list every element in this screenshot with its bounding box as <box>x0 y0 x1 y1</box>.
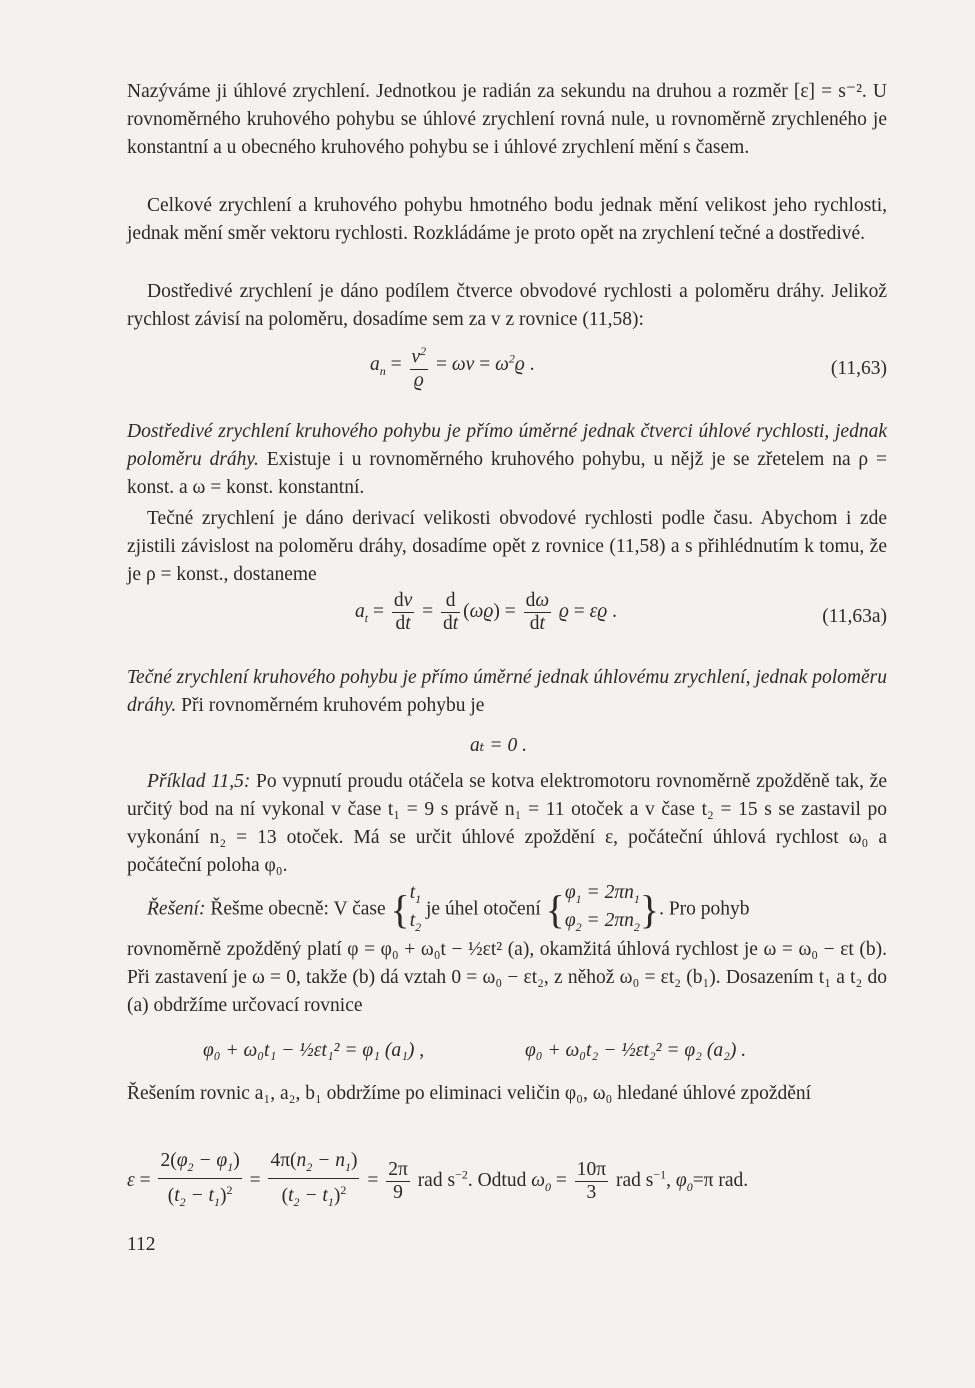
paragraph-6 <box>127 664 887 720</box>
paragraph-4 <box>127 418 887 502</box>
solution-text-b: je úhel otočení <box>426 898 541 920</box>
paragraph-6-italic: Tečné zrychlení kruhového pohybu je přímo úměrné jednak úhlovému zrychlení, jednak poloměru dráhy. <box>127 667 887 716</box>
solution-line: Řešení: Řešme obecně: V čase { $t_1$ $t_2$ je úhel otočení { $\varphi_1 = 2\pi n_1$ $\varphi_2 = 2\pi n_2$ }. Pro pohyb <box>147 882 750 934</box>
paragraph-1: Nazýváme ji úhlové zrychlení. Jednotkou je radián za sekundu na druhou a rozměr [ε] = s⁻². U rovnoměrného kruhového pohybu se úhlové zrychlení rovná nule, u rovnoměrně zrychleného je konstantní a u obecného kruhového pohybu se i úhlové zrychlení mění s časem. <box>127 81 887 158</box>
paragraph-9: Řešením rovnic a₁, a₂, b₁ obdržíme po eliminaci veličin φ₀, ω₀ hledané úhlové zpoždění <box>127 1083 812 1104</box>
solution-text-a: Řešme obecně: V čase <box>205 898 386 920</box>
paragraph-4-rest: Existuje i u rovnoměrného kruhového pohybu, u nějž je se zřetelem na ρ = konst. a ω = konst. konstantní. <box>127 449 888 498</box>
paragraph-3: Dostředivé zrychlení je dáno podílem čtverce obvodové rychlosti a poloměru dráhy. Jelikož rychlost závisí na poloměru, dosadíme sem za v z rovnice (11,58): <box>127 281 887 330</box>
equation-a1: φ₀ + ω₀t₁ − ½εt₁² = φ₁ (a₁) , <box>203 1040 425 1061</box>
equation-at-zero: aₜ = 0 . <box>470 735 527 756</box>
solution-text-c: . Pro pohyb <box>659 898 750 920</box>
paragraph-2: Celkové zrychlení a kruhového pohybu hmotného bodu jednak mění velikost jeho rychlosti, jednak mění směr vektoru rychlosti. Rozkládáme je proto opět na zrychlení tečné a dostředivé. <box>127 195 887 244</box>
solution-label: Řešení: <box>147 898 206 920</box>
paragraph-6-rest: Při rovnoměrném kruhovém pohybu je <box>176 695 485 716</box>
equation-final: ε = $\frac{2(\varphi_2 - \varphi_1)}{(t_2 - t_1)^2}$ = $\frac{4\pi(n_2 - n_1)}{(t_2 - t_1)^2}$ = $\frac{2\pi}{9}$ rad $s^{-2}$. Odtud $\omega_0$ = $\frac{10\pi}{3}$ rad $s^{-1}$, $\varphi_0=\pi$ rad. <box>127 1150 748 1213</box>
page-number: 112 <box>127 1234 156 1255</box>
equation-number-11-63a: (11,63a) <box>822 606 887 627</box>
equation-11-63a: $a_t$ = $\frac{dv}{dt}$ = $\frac{d}{dt}$ (ωϱ) = $\frac{d\omega}{dt}$ ϱ = εϱ . <box>355 590 617 634</box>
equation-number-11-63: (11,63) <box>830 358 887 379</box>
example-label: Příklad 11,5: <box>147 771 251 792</box>
example-paragraph <box>127 768 887 880</box>
equation-a2: φ₀ + ω₀t₂ − ½εt₂² = φ₂ (a₂) . <box>525 1040 747 1061</box>
paragraph-5: Tečné zrychlení je dáno derivací velikosti obvodové rychlosti podle času. Abychom i zde zjistili závislost na poloměru dráhy, dosadíme opět z rovnice (11,58) a s přihlédnutím k tomu, že je ρ = konst., dostaneme <box>127 508 887 585</box>
paragraph-8: rovnoměrně zpožděný platí φ = φ₀ + ω₀t − ½εt² (a), okamžitá úhlová rychlost je ω = ω₀ − εt (b). Při zastavení je ω = 0, takže (b) dá vztah 0 = ω₀ − εt₂, z něhož ω₀ = εt₂ (b₁). Dosazením t₁ a t₂ do (a) obdržíme určovací rovnice <box>127 939 887 1016</box>
equation-11-63: $a_n$ = $\frac{v^2}{ϱ}$ = $\omega v = \omega^2ϱ$ . <box>370 344 535 391</box>
example-text: Po vypnutí proudu otáčela se kotva elektromotoru rovnoměrně zpožděně tak, že určitý bod na ní vykonal v čase t₁ = 9 s právě n₁ = 11 otoček a v čase t₂ = 15 s se zastavil po vykonání n₂ = 13 otoček. Má se určit úhlové zpoždění ε, počáteční úhlová rychlost ω₀ a počáteční poloha φ₀. <box>127 771 887 876</box>
paragraph-4-italic: Dostředivé zrychlení kruhového pohybu je přímo úměrné jednak čtverci úhlové rychlosti, jednak poloměru dráhy. <box>127 421 887 470</box>
